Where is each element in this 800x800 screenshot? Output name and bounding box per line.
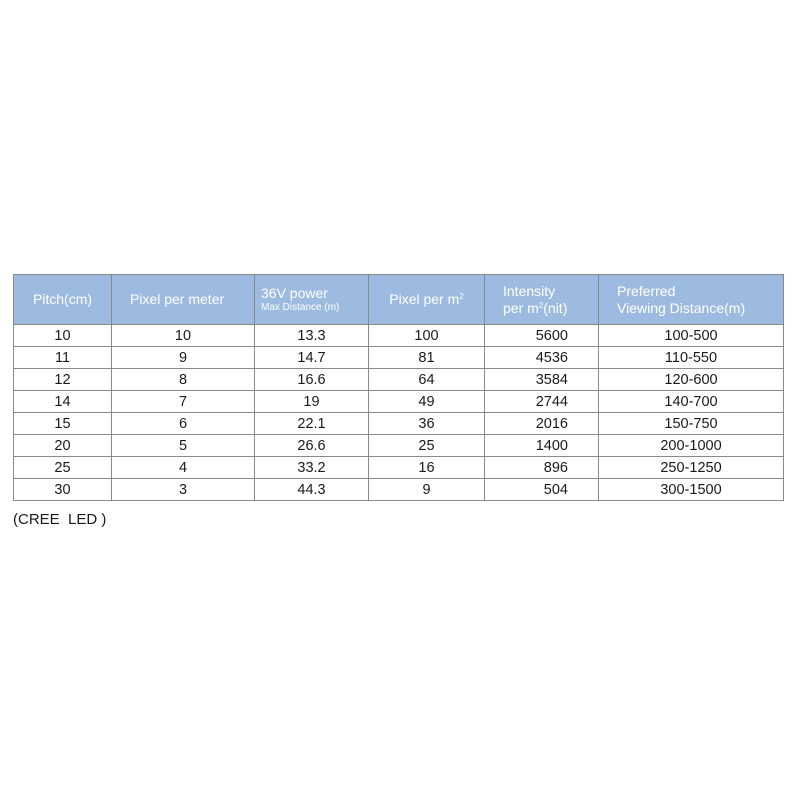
cell-intensity: 5600: [485, 325, 599, 347]
cell-intensity: 896: [485, 457, 599, 479]
cell-power: 14.7: [255, 347, 369, 369]
header-pixel-per-m2-sup: 2: [459, 292, 464, 301]
cell-power: 44.3: [255, 479, 369, 501]
cell-pixel-per-meter: 9: [112, 347, 255, 369]
cell-viewing-distance: 120-600: [599, 369, 784, 391]
header-viewing-line2: Viewing Distance(m): [617, 299, 746, 316]
cell-pixel-per-meter: 6: [112, 413, 255, 435]
table-row: [14, 391, 784, 413]
cell-viewing-distance: 200-1000: [599, 435, 784, 457]
cell-power: 26.6: [255, 435, 369, 457]
header-viewing-line1: Preferred: [617, 282, 676, 299]
header-power-line2: Max Distance (m): [261, 302, 340, 313]
cell-viewing-distance: 110-550: [599, 347, 784, 369]
led-spec-table: [13, 274, 784, 501]
footnote-cree-led: (CREE LED ): [13, 511, 107, 528]
cell-pitch: 30: [14, 479, 112, 501]
cell-pixel-per-m2: 25: [369, 435, 485, 457]
table-body: [14, 325, 784, 501]
header-row: [14, 275, 784, 325]
cell-intensity: 504: [485, 479, 599, 501]
cell-pitch: 10: [14, 325, 112, 347]
cell-pixel-per-m2: 100: [369, 325, 485, 347]
cell-pixel-per-meter: 10: [112, 325, 255, 347]
cell-pitch: 11: [14, 347, 112, 369]
cell-power: 22.1: [255, 413, 369, 435]
table-row: [14, 347, 784, 369]
cell-viewing-distance: 150-750: [599, 413, 784, 435]
cell-pitch: 14: [14, 391, 112, 413]
table-row: [14, 479, 784, 501]
header-pixel-per-meter: Pixel per meter: [112, 275, 255, 325]
cell-intensity: 2744: [485, 391, 599, 413]
cell-pixel-per-meter: 8: [112, 369, 255, 391]
cell-pixel-per-meter: 4: [112, 457, 255, 479]
header-intensity-line2: [503, 300, 594, 317]
header-intensity-line1: Intensity: [503, 282, 556, 299]
header-intensity-line2-prefix: per m: [503, 299, 539, 316]
header-power-line1: 36V power: [261, 285, 328, 301]
cell-pixel-per-m2: 64: [369, 369, 485, 391]
cell-power: 16.6: [255, 369, 369, 391]
cell-pixel-per-meter: 3: [112, 479, 255, 501]
cell-viewing-distance: 300-1500: [599, 479, 784, 501]
cell-pixel-per-m2: 81: [369, 347, 485, 369]
cell-intensity: 2016: [485, 413, 599, 435]
header-pixel-per-m2-text: Pixel per m: [389, 291, 460, 307]
table-row: [14, 325, 784, 347]
cell-pixel-per-m2: 49: [369, 391, 485, 413]
cell-intensity: 3584: [485, 369, 599, 391]
table-row: [14, 457, 784, 479]
cell-viewing-distance: 140-700: [599, 391, 784, 413]
cell-pitch: 15: [14, 413, 112, 435]
table-row: [14, 413, 784, 435]
table-row: [14, 435, 784, 457]
cell-power: 19: [255, 391, 369, 413]
cell-pixel-per-m2: 9: [369, 479, 485, 501]
cell-pitch: 25: [14, 457, 112, 479]
table-header: [14, 275, 784, 325]
header-power: [255, 275, 369, 325]
header-pixel-per-m2: [369, 275, 485, 325]
cell-pitch: 12: [14, 369, 112, 391]
cell-pixel-per-m2: 36: [369, 413, 485, 435]
header-intensity-line2-suffix: (nit): [543, 299, 568, 316]
cell-intensity: 4536: [485, 347, 599, 369]
cell-pitch: 20: [14, 435, 112, 457]
header-pitch: Pitch(cm): [14, 275, 112, 325]
header-intensity-line2-sup: 2: [538, 300, 544, 310]
cell-intensity: 1400: [485, 435, 599, 457]
header-viewing-distance: [599, 275, 784, 325]
cell-pixel-per-m2: 16: [369, 457, 485, 479]
cell-viewing-distance: 250-1250: [599, 457, 784, 479]
cell-power: 33.2: [255, 457, 369, 479]
header-intensity: [485, 275, 599, 325]
cell-viewing-distance: 100-500: [599, 325, 784, 347]
cell-pixel-per-meter: 5: [112, 435, 255, 457]
table-row: [14, 369, 784, 391]
cell-pixel-per-meter: 7: [112, 391, 255, 413]
cell-power: 13.3: [255, 325, 369, 347]
